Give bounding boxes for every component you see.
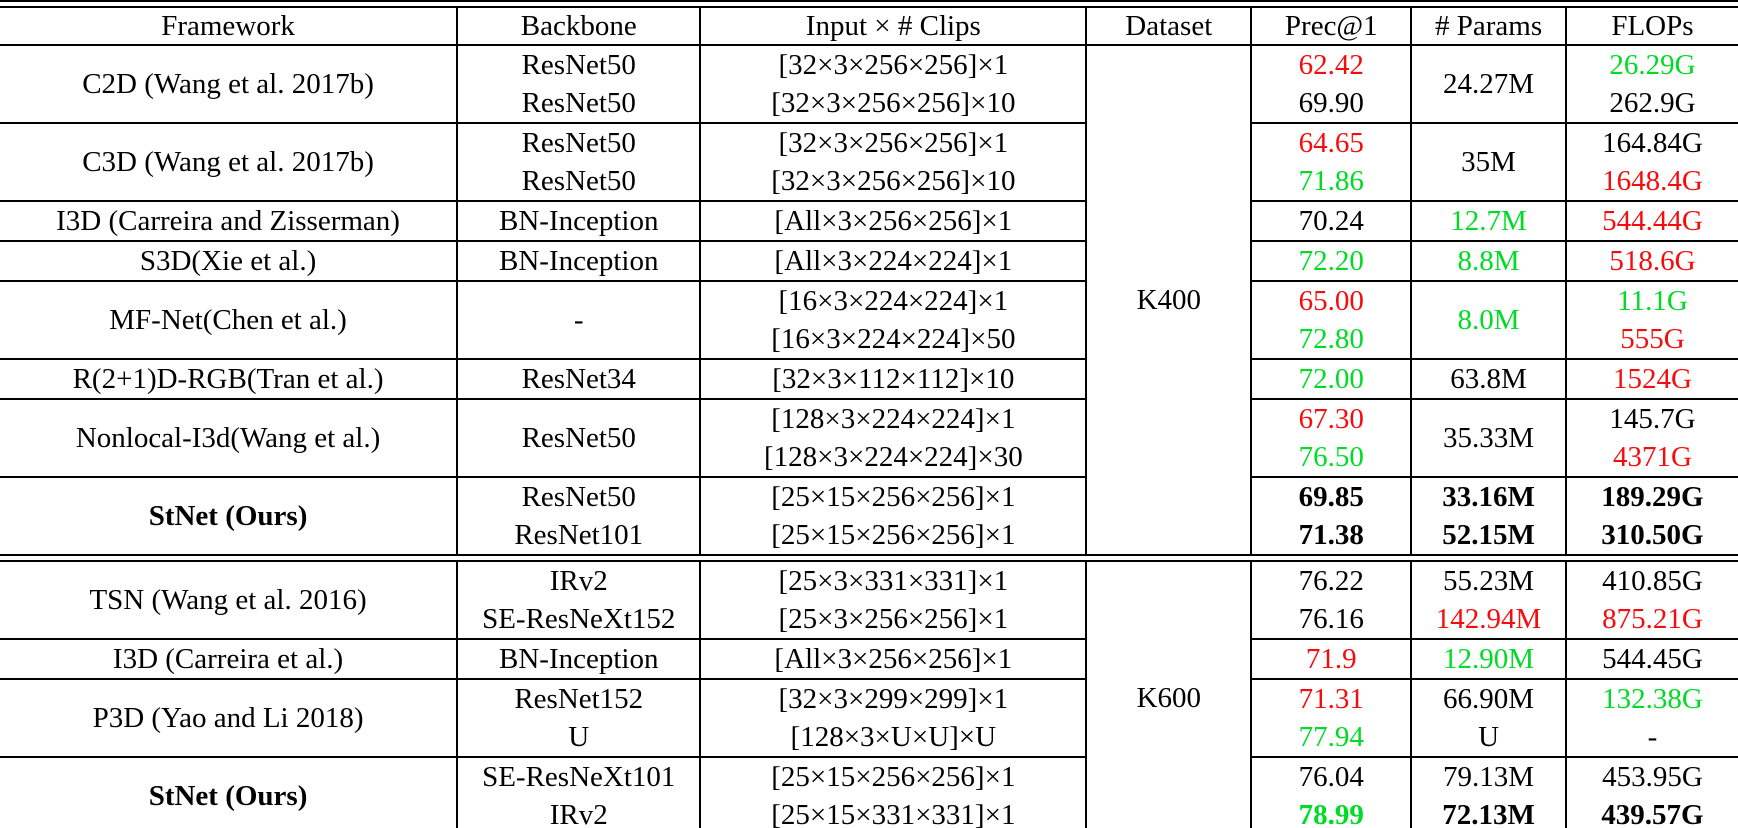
cell-backbone: IRv2: [457, 796, 700, 828]
cell-framework: C2D (Wang et al. 2017b): [0, 45, 457, 123]
cell-params: 35.33M: [1411, 399, 1566, 477]
cell-input-clips: [128×3×224×224]×30: [700, 438, 1086, 477]
cell-input-clips: [128×3×U×U]×U: [700, 718, 1086, 757]
cell-input-clips: [25×3×331×331]×1: [700, 561, 1086, 600]
cell-backbone: ResNet50: [457, 162, 700, 201]
cell-flops: 410.85G: [1602, 564, 1703, 597]
cell-framework: C3D (Wang et al. 2017b): [0, 123, 457, 201]
cell-prec-1: 67.30: [1251, 399, 1411, 438]
cell-prec-1: 65.00: [1251, 281, 1411, 320]
cell-params: 8.8M: [1411, 241, 1566, 281]
results-table-body: [0, 1, 1738, 828]
cell-dataset: K600: [1086, 561, 1251, 828]
cell-prec-1: 71.9: [1251, 639, 1411, 679]
cell-prec-1: 78.99: [1251, 796, 1411, 828]
cell-params: 35M: [1411, 123, 1566, 201]
cell-input-clips: [25×3×256×256]×1: [700, 600, 1086, 639]
cell-input-clips: [32×3×256×256]×1: [700, 45, 1086, 84]
column-header-backbone: Backbone: [457, 7, 700, 45]
cell-prec-1: 64.65: [1251, 123, 1411, 162]
cell-flops: 453.95G: [1566, 757, 1738, 796]
column-header-dataset: Dataset: [1086, 7, 1251, 45]
cell-flops: 262.9G: [1609, 86, 1696, 119]
cell-params: 33.16M: [1411, 477, 1566, 516]
cell-prec-1: 71.31: [1251, 679, 1411, 718]
cell-prec-1: 72.20: [1251, 241, 1411, 281]
cell-framework: TSN (Wang et al. 2016): [0, 561, 457, 639]
cell-prec-1: 71.38: [1251, 516, 1411, 555]
cell-input-clips: [All×3×256×256]×1: [700, 201, 1086, 241]
cell-input-clips: [32×3×112×112]×10: [700, 359, 1086, 399]
cell-backbone: ResNet50: [457, 477, 700, 516]
cell-dataset: K400: [1086, 45, 1251, 555]
cell-input-clips: [16×3×224×224]×50: [700, 320, 1086, 359]
cell-backbone: IRv2: [457, 561, 700, 600]
cell-params: 72.13M: [1411, 796, 1566, 828]
cell-backbone: ResNet50: [457, 399, 700, 477]
cell-framework: MF-Net(Chen et al.): [0, 281, 457, 359]
cell-input-clips: [25×15×256×256]×1: [700, 477, 1086, 516]
cell-flops: 132.38G: [1566, 679, 1738, 718]
cell-params: 52.15M: [1411, 516, 1566, 555]
cell-flops: 518.6G: [1566, 241, 1738, 281]
cell-params: 12.7M: [1411, 201, 1566, 241]
cell-flops: 1648.4G: [1602, 164, 1703, 197]
cell-prec-1: 76.50: [1251, 438, 1411, 477]
cell-flops: 544.44G: [1566, 201, 1738, 241]
cell-flops: 189.29G: [1566, 477, 1738, 516]
cell-input-clips: [25×15×331×331]×1: [700, 796, 1086, 828]
cell-framework: R(2+1)D-RGB(Tran et al.): [0, 359, 457, 399]
cell-flops: 1524G: [1566, 359, 1738, 399]
column-header-prec-1: Prec@1: [1251, 7, 1411, 45]
cell-flops: 145.7G: [1566, 399, 1738, 438]
cell-prec-1: 70.24: [1251, 201, 1411, 241]
cell-backbone: BN-Inception: [457, 241, 700, 281]
cell-framework: P3D (Yao and Li 2018): [0, 679, 457, 757]
cell-framework: StNet (Ours): [0, 757, 457, 828]
cell-framework: Nonlocal-I3d(Wang et al.): [0, 399, 457, 477]
cell-framework: I3D (Carreira et al.): [0, 639, 457, 679]
cell-backbone: ResNet50: [457, 84, 700, 123]
cell-input-clips: [25×15×256×256]×1: [700, 757, 1086, 796]
cell-input-clips: [128×3×224×224]×1: [700, 399, 1086, 438]
cell-flops: 4371G: [1612, 440, 1692, 473]
cell-flops: 11.1G: [1566, 281, 1738, 320]
column-header-flops: FLOPs: [1611, 9, 1694, 42]
cell-backbone: ResNet34: [457, 359, 700, 399]
cell-params: 12.90M: [1411, 639, 1566, 679]
cell-input-clips: [25×15×256×256]×1: [700, 516, 1086, 555]
cell-prec-1: 72.80: [1251, 320, 1411, 359]
cell-flops: 164.84G: [1566, 123, 1738, 162]
cell-flops: 555G: [1620, 322, 1685, 355]
cell-prec-1: 71.86: [1251, 162, 1411, 201]
cell-prec-1: 69.90: [1251, 84, 1411, 123]
cell-params: 79.13M: [1411, 757, 1566, 796]
cell-params: 66.90M: [1411, 679, 1566, 718]
cell-framework: S3D(Xie et al.): [0, 241, 457, 281]
cell-flops: -: [1647, 720, 1658, 753]
column-header-params: # Params: [1411, 7, 1566, 45]
column-header-input-clips: Input × # Clips: [700, 7, 1086, 45]
cell-flops: 439.57G: [1601, 798, 1704, 828]
cell-backbone: U: [457, 718, 700, 757]
cell-backbone: SE-ResNeXt152: [457, 600, 700, 639]
cell-params: 142.94M: [1411, 600, 1566, 639]
cell-backbone: BN-Inception: [457, 201, 700, 241]
cell-backbone: ResNet50: [457, 123, 700, 162]
cell-params: 55.23M: [1411, 561, 1566, 600]
cell-framework: StNet (Ours): [0, 477, 457, 555]
cell-params: 8.0M: [1411, 281, 1566, 359]
cell-backbone: BN-Inception: [457, 639, 700, 679]
cell-flops: 875.21G: [1602, 602, 1703, 635]
cell-prec-1: 76.04: [1251, 757, 1411, 796]
cell-framework: I3D (Carreira and Zisserman): [0, 201, 457, 241]
cell-prec-1: 62.42: [1251, 45, 1411, 84]
cell-backbone: SE-ResNeXt101: [457, 757, 700, 796]
cell-input-clips: [All×3×224×224]×1: [700, 241, 1086, 281]
cell-flops: 310.50G: [1601, 518, 1704, 551]
cell-input-clips: [32×3×256×256]×10: [700, 84, 1086, 123]
cell-flops: 544.45G: [1566, 639, 1738, 679]
cell-params: U: [1411, 718, 1566, 757]
cell-prec-1: 76.22: [1251, 561, 1411, 600]
cell-backbone: ResNet152: [457, 679, 700, 718]
cell-prec-1: 77.94: [1251, 718, 1411, 757]
cell-input-clips: [32×3×256×256]×10: [700, 162, 1086, 201]
cell-flops: 26.29G: [1566, 45, 1738, 84]
cell-backbone: ResNet101: [457, 516, 700, 555]
cell-params: 63.8M: [1411, 359, 1566, 399]
cell-input-clips: [32×3×299×299]×1: [700, 679, 1086, 718]
cell-input-clips: [32×3×256×256]×1: [700, 123, 1086, 162]
column-header-framework: Framework: [0, 7, 457, 45]
cell-prec-1: 69.85: [1251, 477, 1411, 516]
cell-prec-1: 72.00: [1251, 359, 1411, 399]
cell-backbone: ResNet50: [457, 45, 700, 84]
cell-input-clips: [16×3×224×224]×1: [700, 281, 1086, 320]
cell-backbone: -: [457, 281, 700, 359]
cell-params: 24.27M: [1411, 45, 1566, 123]
cell-input-clips: [All×3×256×256]×1: [700, 639, 1086, 679]
cell-prec-1: 76.16: [1251, 600, 1411, 639]
